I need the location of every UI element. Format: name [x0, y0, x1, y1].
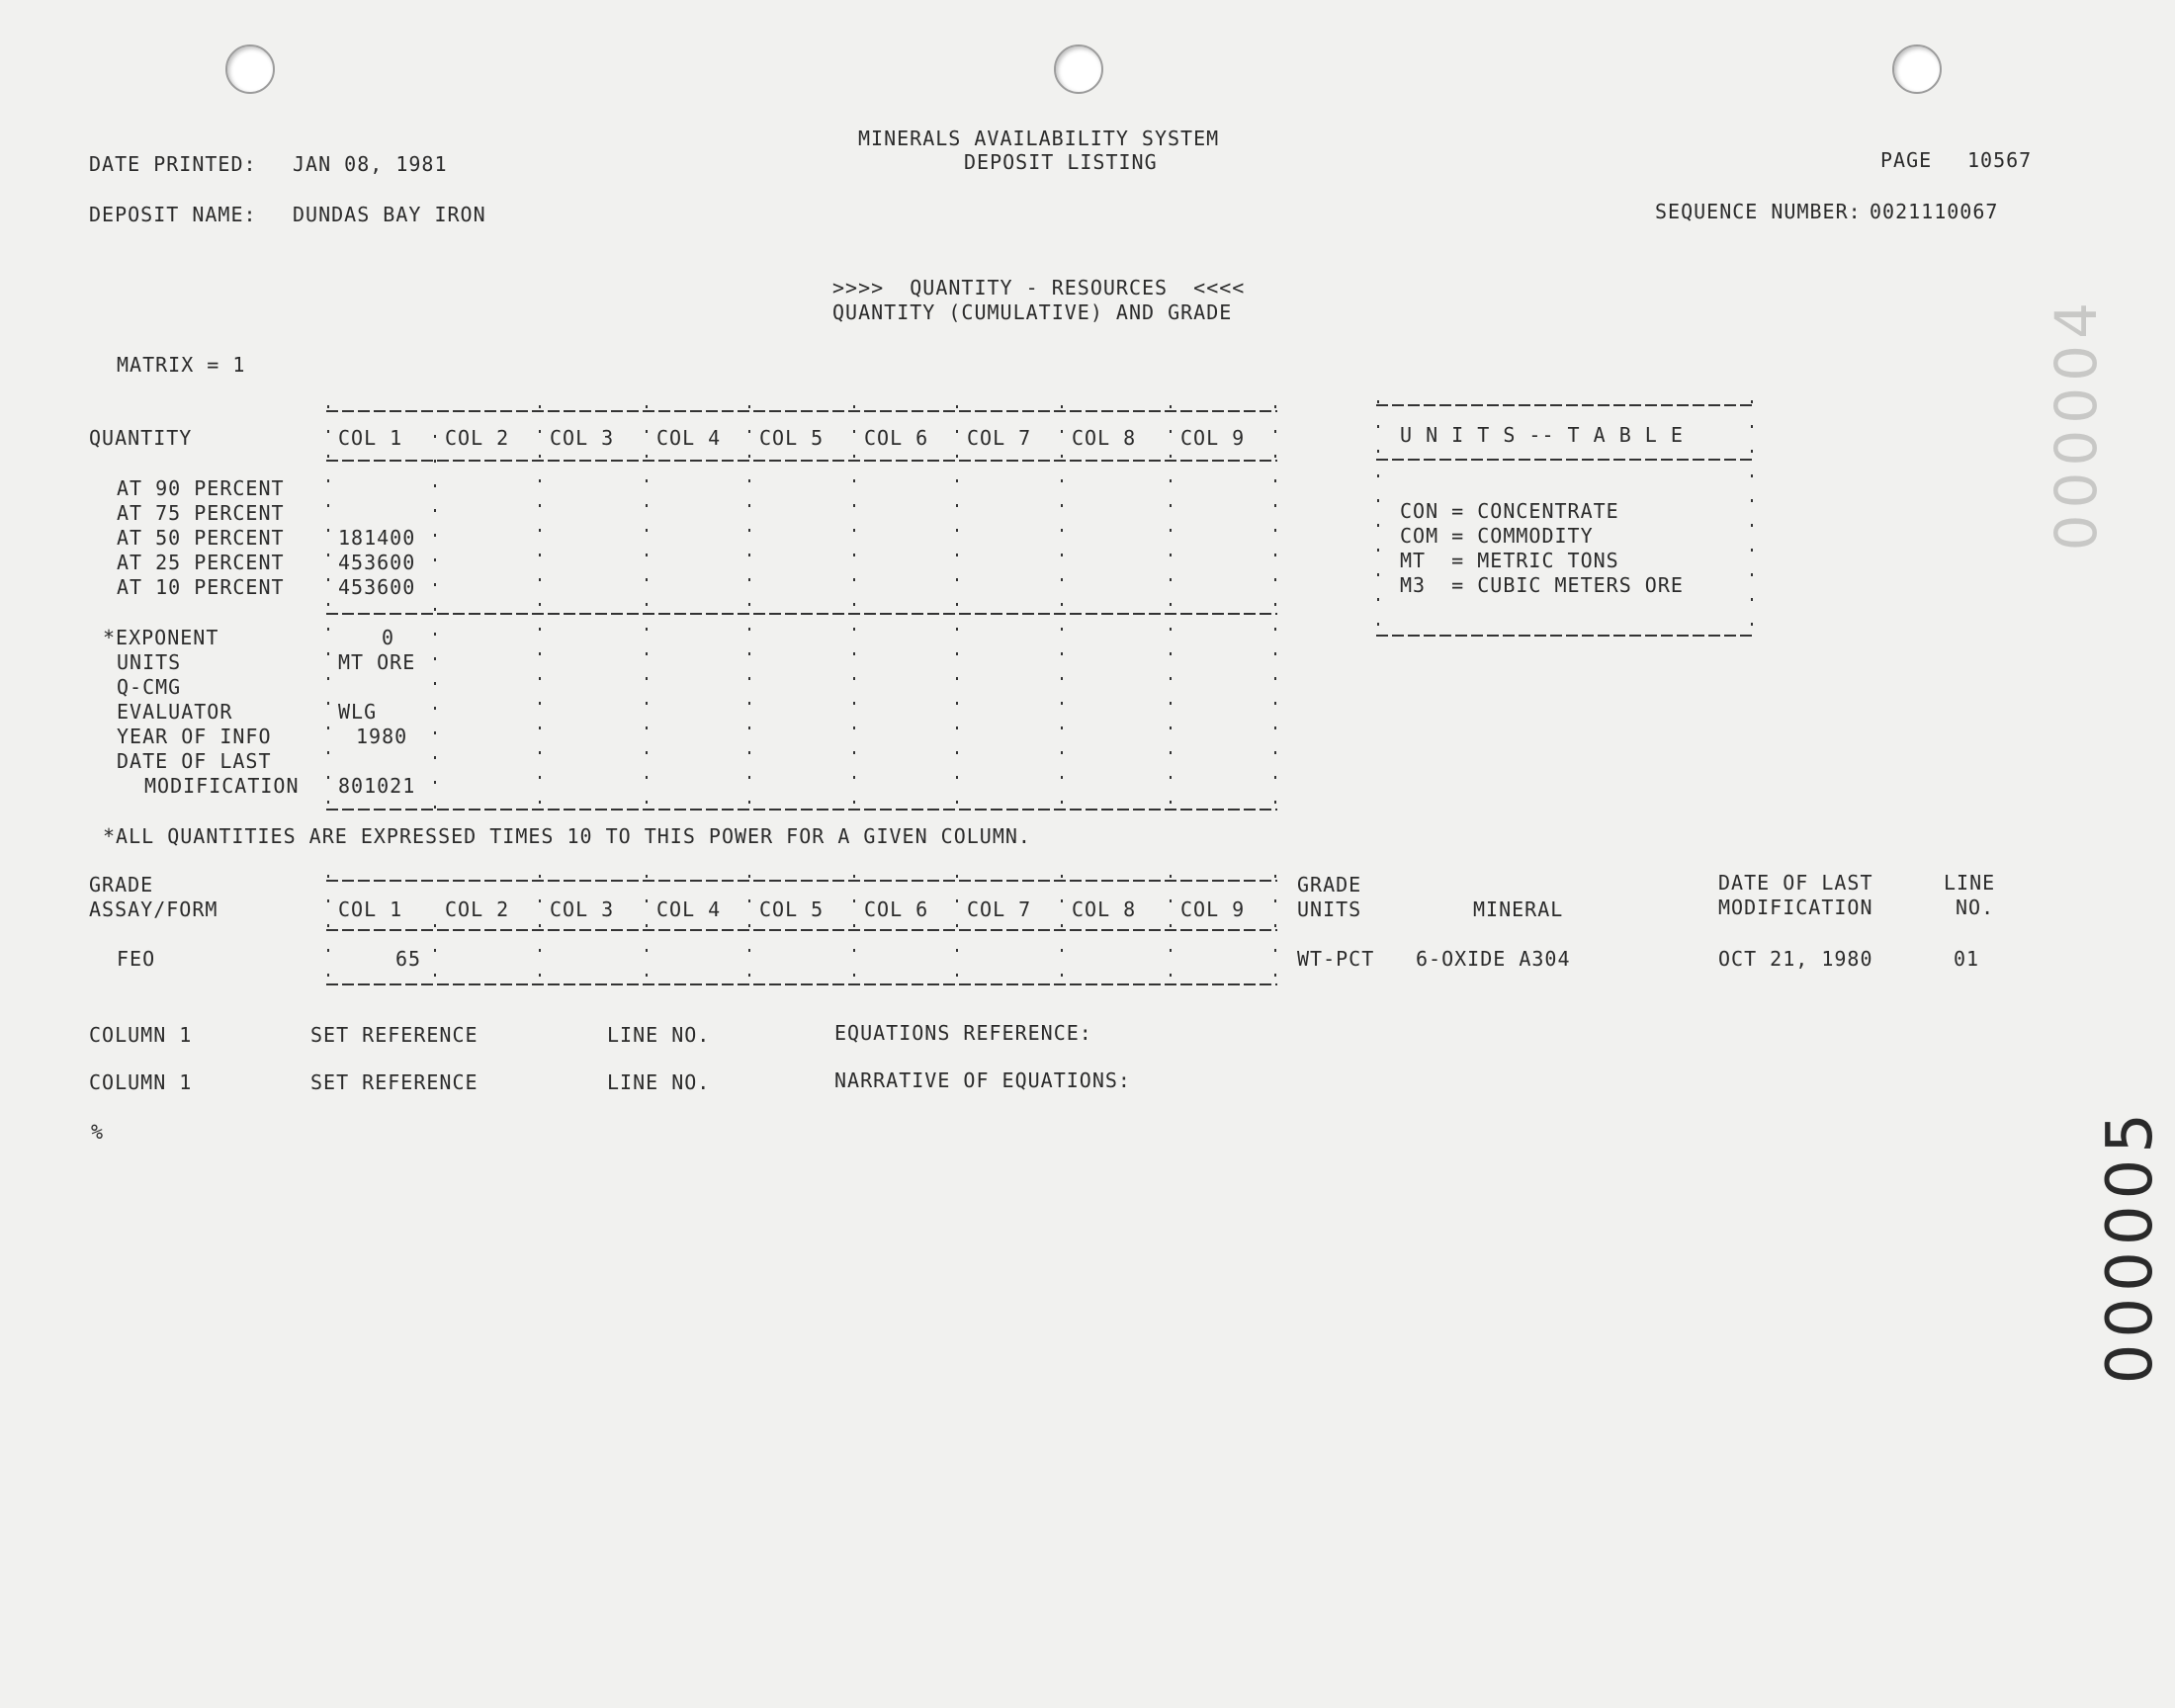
mineral-header: MINERAL	[1473, 897, 1564, 921]
grade-column-header-7: COL 7	[967, 897, 1032, 921]
column-header-8: COL 8	[1072, 426, 1137, 450]
reference-line-no: LINE NO.	[607, 1070, 711, 1094]
system-title: MINERALS AVAILABILITY SYSTEM	[858, 127, 1220, 150]
line-no-header: NO.	[1956, 896, 1995, 919]
column-header-3: COL 3	[550, 426, 615, 450]
reference-column: COLUMN 1	[89, 1023, 193, 1047]
evaluator-value: WLG	[338, 700, 378, 724]
grade-column-header-6: COL 6	[864, 897, 929, 921]
column-header-7: COL 7	[967, 426, 1032, 450]
assay-form-label: ASSAY/FORM	[89, 897, 218, 921]
grade-row-mineral: 6-OXIDE A304	[1416, 947, 1571, 971]
quantity-label: QUANTITY	[89, 426, 193, 450]
grade-row-date: OCT 21, 1980	[1718, 947, 1873, 971]
deposit-name-value: DUNDAS BAY IRON	[293, 203, 486, 226]
narrative-equations-label: NARRATIVE OF EQUATIONS:	[834, 1068, 1131, 1092]
faint-stamp-number: 000004	[2043, 297, 2110, 552]
column-header-2: COL 2	[445, 426, 510, 450]
exponent-value: 0	[382, 626, 395, 649]
modification-value: 801021	[338, 774, 416, 798]
grade-column-header-1: COL 1	[338, 897, 403, 921]
table-row-label: AT 90 PERCENT	[117, 476, 285, 500]
date-of-last-label: DATE OF LAST	[117, 749, 272, 773]
exponent-footnote: *ALL QUANTITIES ARE EXPRESSED TIMES 10 TO THIS POWER FOR A GIVEN COLUMN.	[103, 824, 1031, 848]
grade-row-col1: 65	[395, 947, 422, 971]
column-header-9: COL 9	[1180, 426, 1246, 450]
units-table-entry: CON = CONCENTRATE	[1400, 499, 1619, 523]
listing-subtitle: DEPOSIT LISTING	[964, 150, 1158, 174]
end-mark: %	[91, 1120, 105, 1144]
grade-column-header-3: COL 3	[550, 897, 615, 921]
table-row-col1: 453600	[338, 551, 416, 574]
line-no-header: LINE	[1944, 871, 1996, 895]
units-table-entry: MT = METRIC TONS	[1400, 549, 1619, 572]
grade-row-units: WT-PCT	[1297, 947, 1375, 971]
date-printed-label: DATE PRINTED:	[89, 152, 257, 176]
grade-label: GRADE	[89, 873, 154, 897]
sequence-number-value: 0021110067	[1870, 200, 1999, 223]
page-stamp-number: 000005	[2094, 1107, 2167, 1385]
year-of-info-label: YEAR OF INFO	[117, 725, 272, 748]
units-value: MT ORE	[338, 650, 416, 674]
page-number: 10567	[1967, 148, 2033, 172]
grade-units-header: GRADE	[1297, 873, 1362, 897]
date-printed-value: JAN 08, 1981	[293, 152, 448, 176]
date-modification-header: DATE OF LAST	[1718, 871, 1873, 895]
column-header-5: COL 5	[759, 426, 825, 450]
table-row-label: AT 50 PERCENT	[117, 526, 285, 550]
sequence-number-label: SEQUENCE NUMBER:	[1655, 200, 1862, 223]
grade-column-header-4: COL 4	[656, 897, 722, 921]
table-row-col1: 453600	[338, 575, 416, 599]
reference-line-no: LINE NO.	[607, 1023, 711, 1047]
table-row-label: AT 25 PERCENT	[117, 551, 285, 574]
grade-units-header: UNITS	[1297, 897, 1362, 921]
table-row-label: AT 10 PERCENT	[117, 575, 285, 599]
section-title: >>>> QUANTITY - RESOURCES <<<<	[832, 276, 1246, 299]
grade-row-assay: FEO	[117, 947, 156, 971]
column-header-4: COL 4	[656, 426, 722, 450]
equations-reference-label: EQUATIONS REFERENCE:	[834, 1021, 1092, 1045]
evaluator-label: EVALUATOR	[117, 700, 233, 724]
reference-column: COLUMN 1	[89, 1070, 193, 1094]
section-subtitle: QUANTITY (CUMULATIVE) AND GRADE	[832, 300, 1233, 324]
grade-row-line-no: 01	[1954, 947, 1980, 971]
grade-column-header-9: COL 9	[1180, 897, 1246, 921]
deposit-name-label: DEPOSIT NAME:	[89, 203, 257, 226]
exponent-label: *EXPONENT	[103, 626, 219, 649]
units-table-title: U N I T S -- T A B L E	[1400, 423, 1684, 447]
page-label: PAGE	[1880, 148, 1933, 172]
matrix-label: MATRIX = 1	[117, 353, 246, 377]
modification-label: MODIFICATION	[144, 774, 300, 798]
q-cmg-label: Q-CMG	[117, 675, 182, 699]
grade-column-header-5: COL 5	[759, 897, 825, 921]
units-table-entry: M3 = CUBIC METERS ORE	[1400, 573, 1684, 597]
year-of-info-value: 1980	[356, 725, 408, 748]
reference-set: SET REFERENCE	[310, 1023, 478, 1047]
reference-set: SET REFERENCE	[310, 1070, 478, 1094]
column-header-1: COL 1	[338, 426, 403, 450]
grade-column-header-2: COL 2	[445, 897, 510, 921]
column-header-6: COL 6	[864, 426, 929, 450]
date-modification-header: MODIFICATION	[1718, 896, 1873, 919]
units-label: UNITS	[117, 650, 182, 674]
table-row-col1: 181400	[338, 526, 416, 550]
grade-column-header-8: COL 8	[1072, 897, 1137, 921]
table-row-label: AT 75 PERCENT	[117, 501, 285, 525]
units-table-entry: COM = COMMODITY	[1400, 524, 1594, 548]
